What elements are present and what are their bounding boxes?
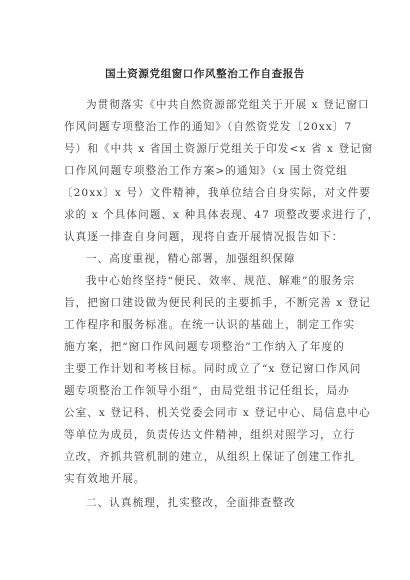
section-heading: 一、高度重视，精心部署，加强组织保障 [86, 253, 296, 265]
body-line: 口作风问题专项整治工作方案>的通知》（x 国土资党组 [64, 165, 348, 177]
body-line: 施方案，把“窗口作风问题专项整治”工作纳入了年度的 [64, 341, 345, 353]
body-line: 作风问题专项整治工作的通知》（自然资党发〔20xx〕7 [64, 121, 353, 133]
body-line: 求的 x 个具体问题、x 种具体表现、47 项整改要求进行了， [64, 209, 380, 221]
body-line: 主要工作计划和考核目标。同时成立了“x 登记窗口作风问 [64, 363, 362, 375]
body-line: 〔20xx〕x 号）文件精神，我单位结合自身实际，对文件要 [62, 187, 371, 199]
body-line: 我中心始终坚持“便民、效率、规范、解难”的服务宗 [86, 275, 356, 287]
body-line: 公室、x 登记科、机关党委会同市 x 登记中心、局信息中心 [64, 407, 371, 419]
body-line: 工作程序和服务标准。在统一认识的基础上，制定工作实 [64, 319, 356, 331]
body-line: 题专项整治工作领导小组”，由局党组书记任组长，局办 [64, 385, 350, 397]
document-title: 国土资源党组窗口作风整治工作自查报告 [105, 68, 305, 80]
body-line: 等单位为成员，负责传达文件精神，组织对照学习，立行 [64, 429, 356, 441]
body-line: 实有效地开展。 [64, 473, 146, 485]
body-line: 为贯彻落实《中共自然资源部党组关于开展 x 登记窗口 [86, 99, 370, 111]
section-heading: 二、认真梳理，扎实整改，全面排查整改 [86, 497, 296, 509]
body-line: 旨，把窗口建设做为便民利民的主要抓手，不断完善 x 登记 [64, 297, 371, 309]
body-line: 号）和《中共 x 省国土资源厅党组关于印发<x 省 x 登记窗 [64, 143, 374, 155]
body-line: 认真逐一排查自身问题，现将自查开展情况报告如下： [64, 231, 344, 243]
body-line: 立改，齐抓共管机制的建立，从组织上保证了创建工作扎 [64, 451, 356, 463]
